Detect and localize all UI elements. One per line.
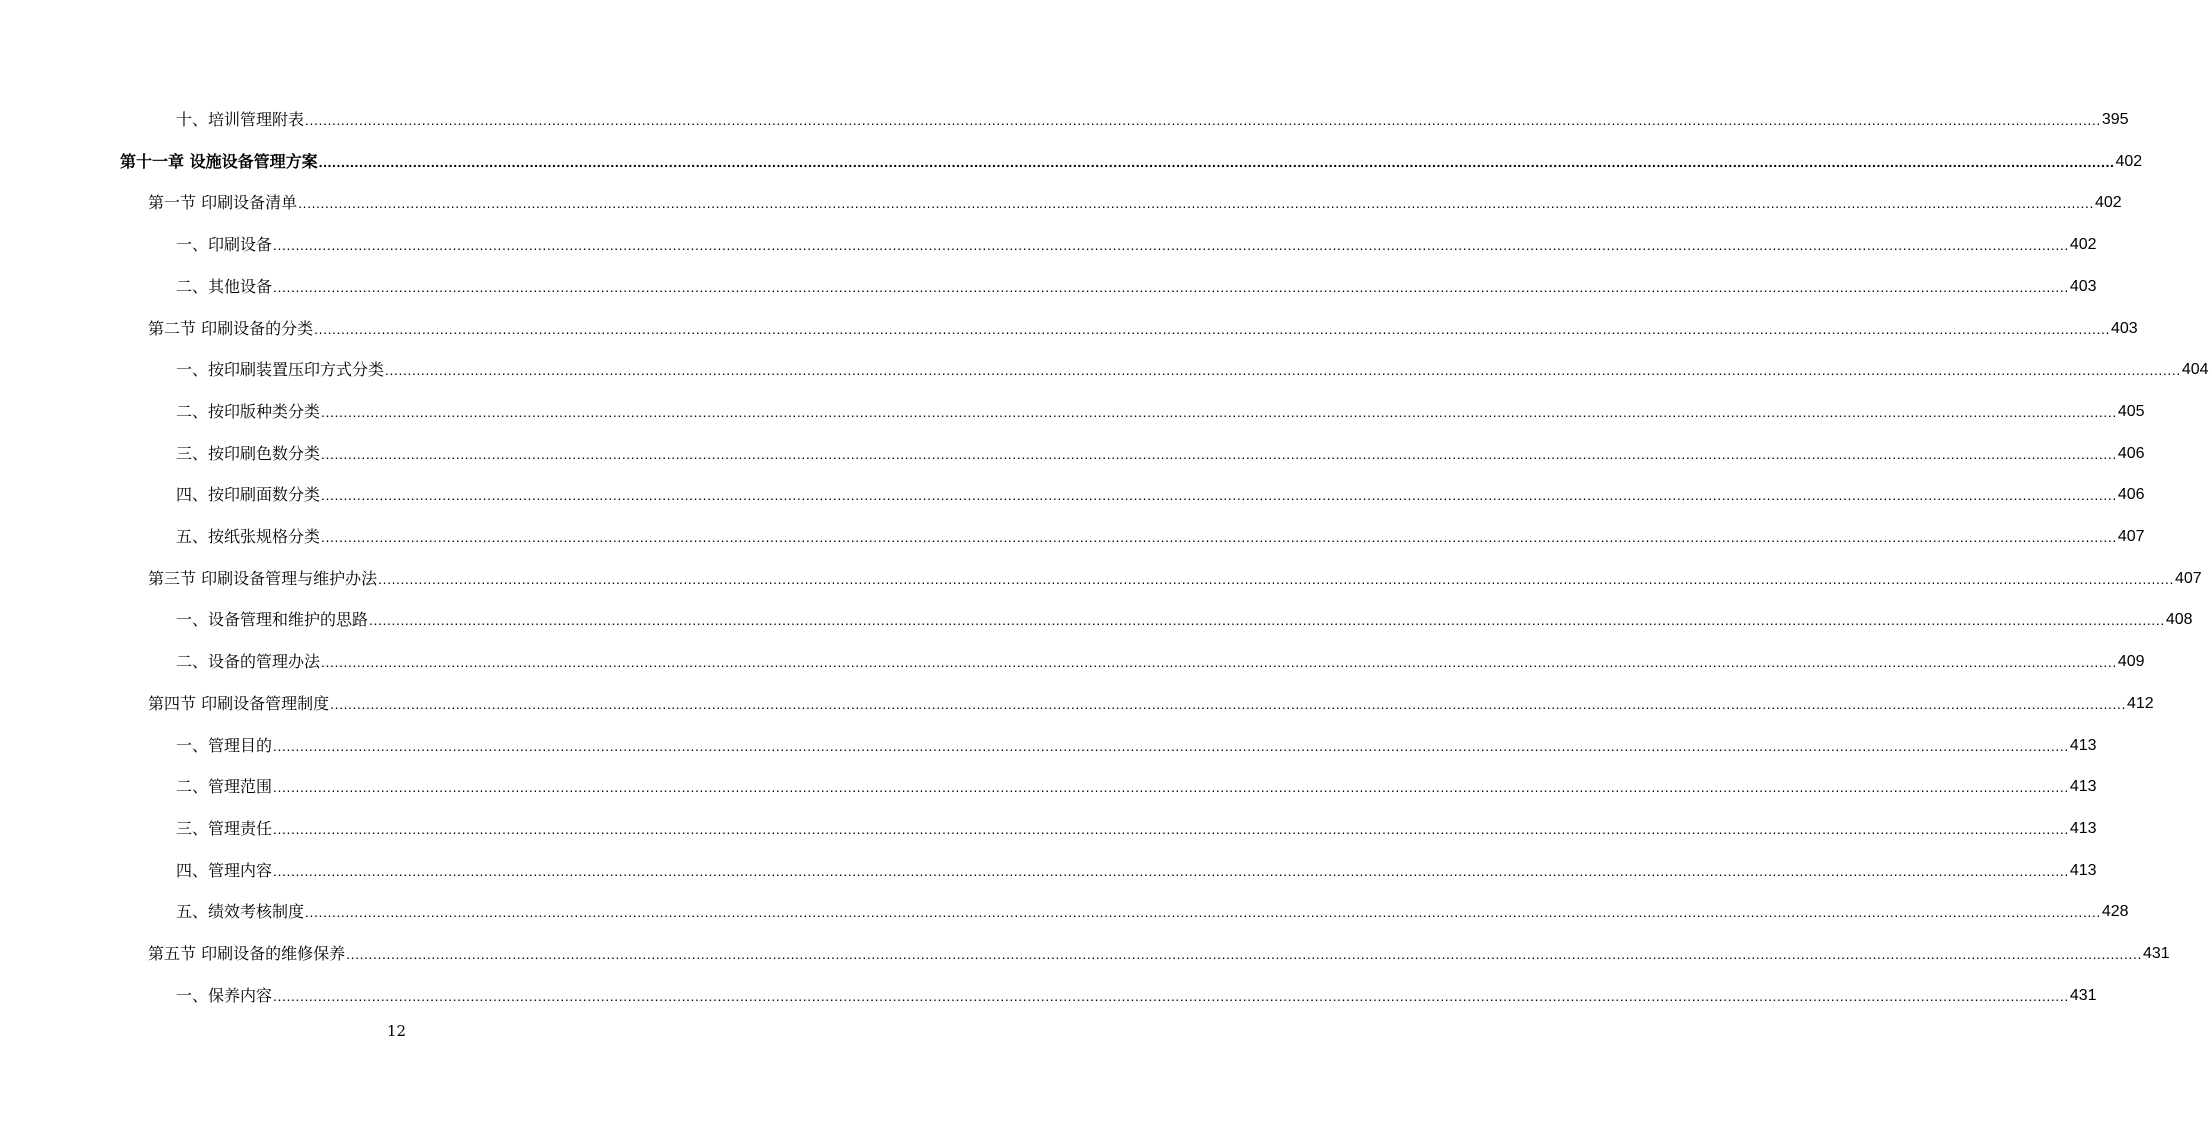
toc-dot-leader: ................................................................................................................................................................................................................................................................................................................................................................................................................: [369, 612, 2165, 629]
toc-entry-title: 第五节 印刷设备的维修保养: [148, 944, 346, 963]
toc-entry-page: 409: [2117, 653, 2145, 671]
toc-dot-leader: ................................................................................................................................................................................................................................................................................................................................................................................................................: [273, 237, 2069, 254]
toc-dot-leader: ................................................................................................................................................................................................................................................................................................................................................................................................................: [273, 737, 2069, 754]
toc-subsection-entry[interactable]: [176, 600, 2193, 630]
toc-section-entry[interactable]: [148, 684, 2154, 714]
toc-entry-page: 402: [2115, 152, 2143, 170]
toc-entry-page: 431: [2069, 986, 2097, 1004]
toc-section-entry[interactable]: [148, 934, 2170, 964]
toc-entry-page: 408: [2165, 611, 2193, 629]
toc-entry-page: 395: [2101, 111, 2129, 128]
toc-entry-page: 404: [2181, 361, 2209, 379]
toc-entry-title: 第三节 印刷设备管理与维护办法: [148, 568, 378, 588]
toc-entry-page: 405: [2117, 402, 2145, 420]
toc-entry-title: 三、按印刷色数分类: [176, 443, 321, 463]
toc-entry-title: 四、管理内容: [176, 860, 273, 880]
toc-subsection-entry[interactable]: [176, 892, 2129, 922]
toc-entry-page: 403: [2110, 319, 2138, 337]
toc-entry-page: 407: [2174, 569, 2202, 587]
toc-subsection-entry[interactable]: [176, 851, 2097, 881]
toc-subsection-entry[interactable]: [176, 267, 2097, 297]
toc-entry-title: 二、按印版种类分类: [176, 401, 321, 421]
toc-dot-leader: ................................................................................................................................................................................................................................................................................................................................................................................................................: [385, 362, 2181, 379]
toc-entry-title: 一、保养内容: [176, 985, 273, 1005]
toc-entry-page: 402: [2069, 236, 2097, 254]
toc-subsection-entry[interactable]: [176, 350, 2209, 380]
toc-dot-leader: ................................................................................................................................................................................................................................................................................................................................................................................................................: [273, 779, 2069, 796]
toc-entry-title: 第四节 印刷设备管理制度: [148, 693, 330, 713]
toc-subsection-entry[interactable]: [176, 475, 2145, 505]
toc-dot-leader: ................................................................................................................................................................................................................................................................................................................................................................................................................: [321, 487, 2117, 504]
toc-subsection-entry[interactable]: [176, 517, 2145, 547]
toc-entry-page: 413: [2069, 736, 2097, 754]
toc-subsection-entry[interactable]: [176, 767, 2097, 797]
toc-entry-title: 十、培训管理附表: [176, 110, 305, 129]
toc-entry-title: 二、其他设备: [176, 276, 273, 296]
toc-entry-page: 413: [2069, 819, 2097, 837]
toc-section-entry[interactable]: [148, 559, 2202, 589]
toc-subsection-entry[interactable]: [176, 434, 2145, 464]
toc-entry-title: 二、管理范围: [176, 777, 273, 797]
toc-entry-title: 第十一章 设施设备管理方案: [120, 151, 318, 171]
toc-dot-leader: ................................................................................................................................................................................................................................................................................................................................................................................................................: [273, 820, 2069, 837]
toc-dot-leader: ................................................................................................................................................................................................................................................................................................................................................................................................................: [346, 946, 2142, 962]
toc-dot-leader: ................................................................................................................................................................................................................................................................................................................................................................................................................: [273, 278, 2069, 295]
toc-entry-page: 413: [2069, 778, 2097, 796]
toc-entry-page: 406: [2117, 444, 2145, 462]
toc-section-entry[interactable]: [148, 183, 2122, 213]
toc-entry-title: 二、设备的管理办法: [176, 652, 321, 672]
toc-subsection-entry[interactable]: [176, 225, 2097, 255]
toc-entry-title: 第二节 印刷设备的分类: [148, 318, 314, 338]
toc-dot-leader: ................................................................................................................................................................................................................................................................................................................................................................................................................: [298, 195, 2094, 212]
toc-entry-title: 五、按纸张规格分类: [176, 527, 321, 546]
toc-dot-leader: ................................................................................................................................................................................................................................................................................................................................................................................................................: [321, 654, 2117, 671]
toc-entry-page: 406: [2117, 486, 2145, 504]
toc-entry-title: 一、按印刷装置压印方式分类: [176, 360, 385, 380]
toc-dot-leader: ................................................................................................................................................................................................................................................................................................................................................................................................................: [330, 695, 2126, 712]
toc-entry-title: 第一节 印刷设备清单: [148, 193, 298, 213]
toc-entry-page: 402: [2094, 194, 2122, 212]
toc-dot-leader: ................................................................................................................................................................................................................................................................................................................................................................................................................: [378, 570, 2174, 587]
toc-entry-title: 四、按印刷面数分类: [176, 485, 321, 505]
toc-entry-page: 428: [2101, 903, 2129, 921]
toc-entry-title: 一、印刷设备: [176, 235, 273, 255]
toc-subsection-entry[interactable]: [176, 726, 2097, 756]
toc-dot-leader: ................................................................................................................................................................................................................................................................................................................................................................................................................: [321, 529, 2117, 545]
toc-entry-page: 407: [2117, 528, 2145, 545]
toc-entry-title: 一、设备管理和维护的思路: [176, 610, 369, 630]
page-number: 12: [386, 1022, 407, 1040]
toc-entry-title: 一、管理目的: [176, 735, 273, 755]
toc-entry-page: 413: [2069, 861, 2097, 879]
toc-entry-page: 403: [2069, 277, 2097, 295]
toc-subsection-entry[interactable]: [176, 809, 2097, 839]
toc-chapter-entry[interactable]: [120, 142, 2143, 172]
toc-dot-leader: ................................................................................................................................................................................................................................................................................................................................................................................................................: [321, 445, 2117, 462]
toc-subsection-entry[interactable]: [176, 642, 2145, 672]
toc-section-entry[interactable]: [148, 309, 2138, 339]
toc-dot-leader: ................................................................................................................................................................................................................................................................................................................................................................................................................: [305, 112, 2101, 128]
toc-entry-page: 431: [2142, 945, 2170, 962]
toc-subsection-entry[interactable]: [176, 392, 2145, 422]
toc-entry-page: 412: [2126, 694, 2154, 712]
toc-dot-leader: ................................................................................................................................................................................................................................................................................................................................................................................................................: [318, 153, 2115, 170]
toc-dot-leader: ................................................................................................................................................................................................................................................................................................................................................................................................................: [273, 987, 2069, 1004]
toc-subsection-entry[interactable]: [176, 100, 2129, 130]
toc-entry-title: 三、管理责任: [176, 818, 273, 838]
toc-dot-leader: ................................................................................................................................................................................................................................................................................................................................................................................................................: [305, 904, 2101, 921]
toc-entry-title: 五、绩效考核制度: [176, 902, 305, 922]
toc-subsection-entry[interactable]: [176, 976, 2097, 1006]
toc-dot-leader: ................................................................................................................................................................................................................................................................................................................................................................................................................: [321, 403, 2117, 420]
toc-dot-leader: ................................................................................................................................................................................................................................................................................................................................................................................................................: [273, 862, 2069, 879]
toc-dot-leader: ................................................................................................................................................................................................................................................................................................................................................................................................................: [314, 320, 2110, 337]
